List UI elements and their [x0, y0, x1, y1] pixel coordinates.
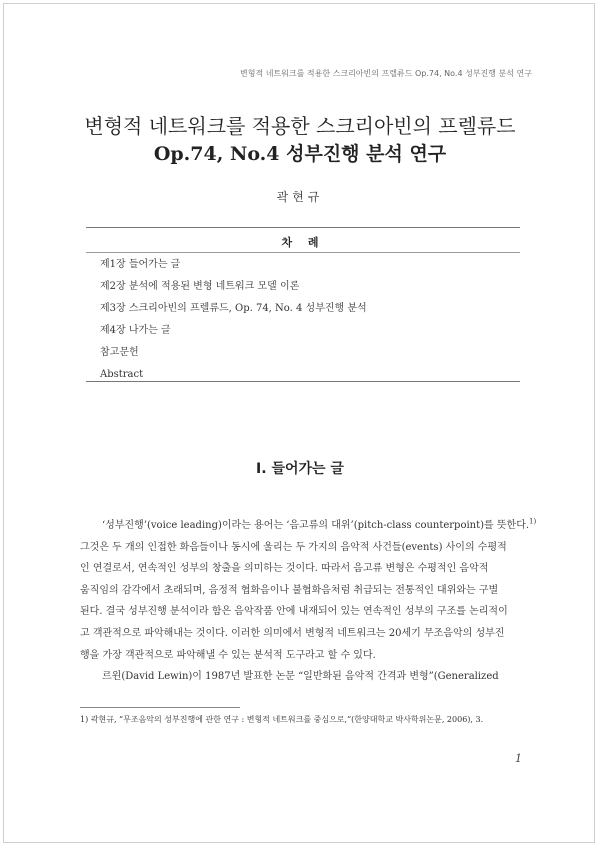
paragraph-line: [80, 515, 537, 537]
section-heading: Ⅰ. 들어가는 글: [256, 461, 344, 477]
body-text: [80, 515, 537, 688]
paragraph-line: 고 객관적으로 파악해내는 것이다. 이러한 의미에서 변형적 네트워크는 20세기 무조음악의 성부진: [80, 627, 505, 639]
paragraph-line: 움직임의 감각에서 초래되며, 음정적 협화음이나 불협화음처럼 취급되는 전통적인 대위와는 구별: [80, 584, 499, 596]
paragraph-line: 행을 가장 객관적으로 파악해낼 수 있는 분석적 도구라고 할 수 있다.: [80, 649, 376, 661]
toc-item: 참고문헌: [100, 347, 139, 358]
paragraph-line: 르윈(David Lewin)이 1987년 발표한 논문 “일반화된 음악적 간격과 변형”(Generalized: [102, 671, 499, 683]
title-line-1: 변형적 네트워크를 적용한 스크리아빈의 프렐류드: [84, 114, 516, 138]
footnote-marker: 1): [529, 517, 537, 526]
running-head: 변형적 네트워크를 적용한 스크리아빈의 프렐류드 Op.74, No.4 성부진행 분석 연구: [239, 69, 532, 78]
toc-item: 제3장 스크리아빈의 프렐류드, Op. 74, No. 4 성부진행 분석: [100, 303, 367, 314]
footnote: 1) 곽현규, “무조음악의 성부진행에 관한 연구 : 변형적 네트워크를 중심으로,”(한양대학교 박사학위논문, 2006), 3.: [80, 715, 484, 724]
footnote-divider: [80, 707, 240, 708]
toc-item: 제4장 나가는 글: [100, 325, 171, 336]
paragraph-line: 인 연결로서, 연속적인 성부의 창출을 의미하는 것이다. 따라서 음고류 변형은 수평적인 음악적: [80, 563, 489, 575]
title-line-2: Op.74, No.4 성부진행 분석 연구: [153, 143, 447, 165]
paragraph-line: 된다. 결국 성부진행 분석이라 함은 음악작품 안에 내재되어 있는 연속적인 성부의 구조를 논리적이: [80, 606, 508, 618]
toc-item: Abstract: [100, 369, 144, 380]
paragraph-line: 그것은 두 개의 인접한 화음들이나 동시에 울리는 두 가지의 음악적 사건들(events) 사이의 수평적: [80, 541, 507, 553]
toc-list: [100, 254, 367, 386]
toc-heading: 차 례: [281, 236, 325, 249]
toc-item: 제2장 분석에 적용된 변형 네트워크 모델 이론: [100, 281, 300, 292]
paragraph-line-text: ‘성부진행’(voice leading)이라는 용어는 ‘음고류의 대위’(pitch-class counterpoint)를 뜻한다.: [102, 520, 530, 531]
toc-item: 제1장 들어가는 글: [100, 259, 181, 270]
table-of-contents: [86, 227, 520, 382]
page-number: 1: [515, 752, 522, 765]
toc-divider: [86, 252, 520, 253]
author-name: 곽현규: [276, 190, 324, 204]
